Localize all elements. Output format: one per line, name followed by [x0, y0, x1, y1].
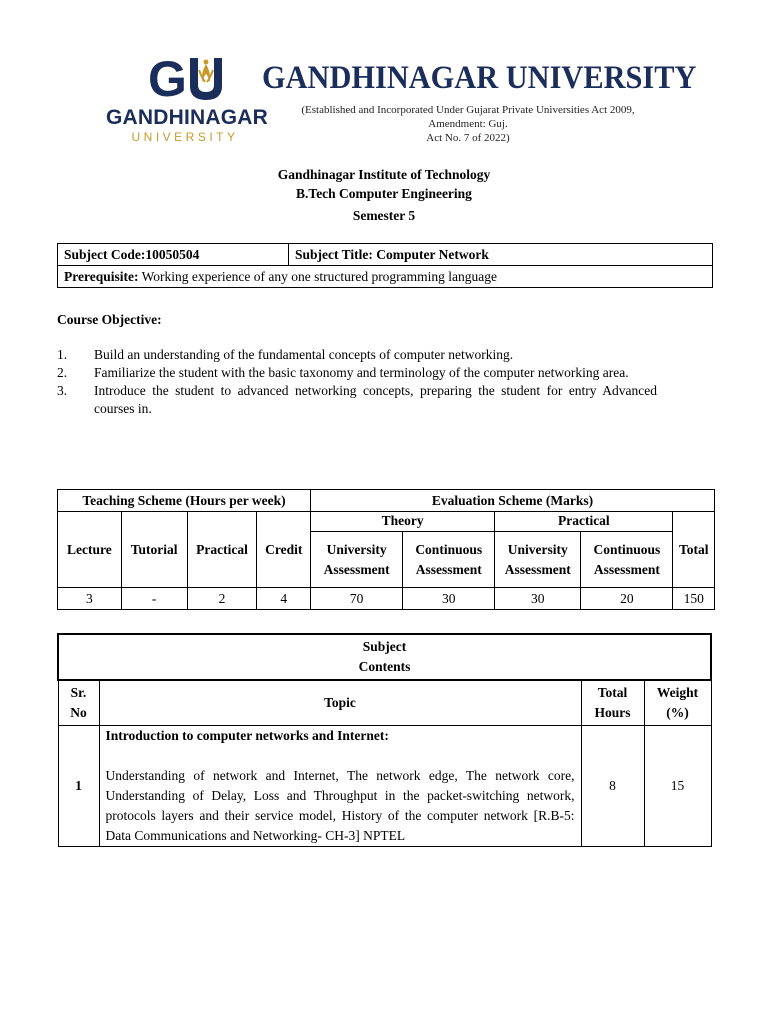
- evaluation-scheme-header: Evaluation Scheme (Marks): [311, 490, 715, 512]
- table-row: [58, 726, 711, 847]
- list-number: 2.: [57, 365, 68, 380]
- weight-header: Weight (%): [644, 680, 711, 726]
- list-text: Introduce the student to advanced networking concepts, preparing the student for entry Advanced courses in.: [94, 383, 657, 416]
- university-title: GANDHINAGAR UNIVERSITY: [262, 60, 697, 96]
- sr-no-header: Sr. No: [58, 680, 99, 726]
- prerequisite-text: Working experience of any one structured programming language: [138, 268, 498, 284]
- scheme-table: [57, 489, 715, 610]
- lecture-value: 3: [58, 588, 122, 610]
- prerequisite-label: Prerequisite:: [64, 268, 139, 284]
- svg-text:G: G: [148, 52, 187, 104]
- practical-university-assessment: University Assessment: [495, 532, 581, 588]
- list-text: Familiarize the student with the basic taxonomy and terminology of the computer networking area.: [94, 365, 629, 380]
- institute-name: Gandhinagar Institute of Technology: [277, 167, 491, 182]
- list-item: [57, 364, 657, 382]
- establishment-line-1: (Established and Incorporated Under Gujarat Private Universities Act 2009, Amendment: Guj.: [301, 104, 635, 130]
- total-value: 150: [673, 588, 715, 610]
- row-weight: 15: [644, 726, 711, 847]
- list-item: [57, 382, 657, 418]
- row-sr-no: 1: [58, 726, 99, 847]
- topic-heading: Introduction to computer networks and Internet:: [105, 728, 389, 743]
- establishment-line-2: Act No. 7 of 2022): [426, 132, 510, 144]
- total-hours-header: Total Hours: [581, 680, 644, 726]
- contents-title-line-2: Contents: [358, 659, 411, 674]
- credit-header: Credit: [257, 512, 311, 588]
- program-name: B.Tech Computer Engineering: [296, 186, 472, 201]
- list-number: 1.: [57, 347, 68, 362]
- practical-group-header: Practical: [495, 512, 673, 532]
- practical-value: 2: [187, 588, 257, 610]
- practical-header: Practical: [187, 512, 257, 588]
- total-header: Total: [673, 512, 715, 588]
- lecture-header: Lecture: [58, 512, 122, 588]
- practical-continuous-assessment: Continuous Assessment: [581, 532, 673, 588]
- university-logo: [106, 52, 269, 148]
- list-item: [57, 346, 657, 364]
- credit-value: 4: [257, 588, 311, 610]
- practical-ca-value: 20: [581, 588, 673, 610]
- contents-title: [58, 634, 711, 680]
- subject-contents-table: [57, 633, 712, 847]
- logo-subtitle: UNIVERSITY: [131, 130, 239, 144]
- theory-continuous-assessment: Continuous Assessment: [403, 532, 495, 588]
- topic-body: Understanding of network and Internet, The network edge, The network core, Understanding of Delay, Loss and Throughput in the packet-switching network, protocols layers and their service model, History of the computer network [R.B-5: Data Communications and Networking- CH-3] NPTEL: [105, 768, 575, 843]
- theory-header: Theory: [311, 512, 495, 532]
- contents-title-line-1: Subject: [362, 639, 407, 654]
- row-topic: [99, 726, 581, 847]
- objective-list: [57, 346, 657, 418]
- prerequisite-cell: [58, 266, 713, 288]
- practical-ua-value: 30: [495, 588, 581, 610]
- topic-header: Topic: [99, 680, 581, 726]
- list-number: 3.: [57, 383, 68, 398]
- row-total-hours: 8: [581, 726, 644, 847]
- list-text: Build an understanding of the fundamental concepts of computer networking.: [94, 347, 514, 362]
- establishment-note: [278, 103, 658, 145]
- subject-title: Subject Title: Computer Network: [289, 244, 713, 266]
- theory-university-assessment: University Assessment: [311, 532, 403, 588]
- logo-wordmark: GANDHINAGAR: [106, 106, 269, 129]
- gu-emblem-icon: [148, 52, 228, 104]
- teaching-scheme-header: Teaching Scheme (Hours per week): [58, 490, 311, 512]
- theory-ca-value: 30: [403, 588, 495, 610]
- semester-label: Semester 5: [352, 208, 416, 223]
- tutorial-header: Tutorial: [121, 512, 187, 588]
- subject-info-table: [57, 243, 713, 288]
- tutorial-value: -: [121, 588, 187, 610]
- subject-code: Subject Code:10050504: [58, 244, 289, 266]
- theory-ua-value: 70: [311, 588, 403, 610]
- course-objective-heading: Course Objective:: [57, 312, 162, 327]
